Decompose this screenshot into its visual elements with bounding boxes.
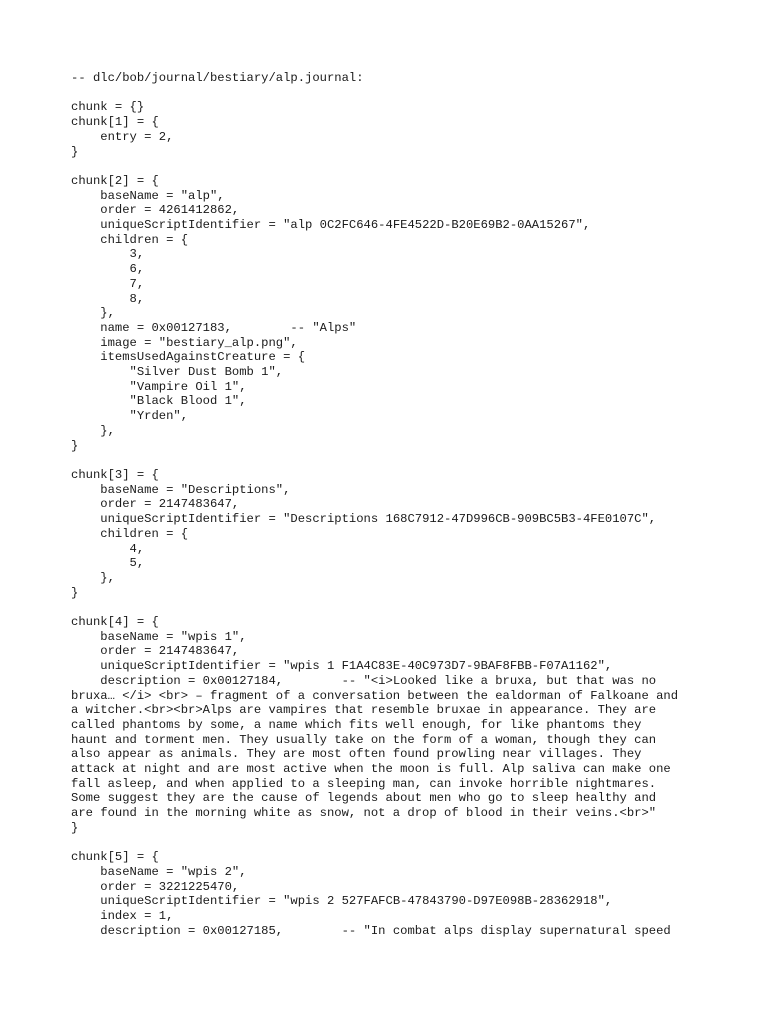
code-line [71, 159, 731, 174]
code-line: entry = 2, [71, 129, 174, 144]
code-line: description = 0x00127185, -- "In combat alps display supernatural speed [71, 923, 671, 938]
code-line: fall asleep, and when applied to a sleeping man, can invoke horrible nightmares. [71, 776, 657, 791]
code-line: uniqueScriptIdentifier = "wpis 1 F1A4C83E-40C973D7-9BAF8FBB-F07A1162", [71, 659, 613, 674]
code-line: uniqueScriptIdentifier = "wpis 2 527FAFCB-47843790-D97E098B-28362918", [71, 894, 613, 909]
code-listing [71, 71, 731, 938]
code-line: chunk[3] = { [71, 467, 159, 482]
code-line: order = 2147483647, [71, 497, 240, 512]
code-line [71, 836, 731, 851]
code-line: image = "bestiary_alp.png", [71, 335, 298, 350]
code-line: "Silver Dust Bomb 1", [71, 365, 284, 380]
code-line: called phantoms by some, a name which fits well enough, for like phantoms they [71, 717, 642, 732]
code-line: children = { [71, 526, 189, 541]
code-line: are found in the morning white as snow, not a drop of blood in their veins.<br>" [71, 806, 657, 821]
code-line: a witcher.<br><br>Alps are vampires that resemble bruxae in appearance. They are [71, 703, 657, 718]
code-line [71, 86, 731, 101]
code-line [71, 600, 731, 615]
code-line: "Black Blood 1", [71, 394, 247, 409]
code-line: "Vampire Oil 1", [71, 379, 247, 394]
code-line: }, [71, 306, 115, 321]
code-line: } [71, 438, 79, 453]
code-line: order = 3221225470, [71, 879, 240, 894]
code-line [71, 453, 731, 468]
code-line: baseName = "wpis 2", [71, 864, 247, 879]
code-line: 5, [71, 556, 145, 571]
code-line: order = 4261412862, [71, 203, 240, 218]
code-line: "Yrden", [71, 409, 189, 424]
code-line: attack at night and are most active when the moon is full. Alp saliva can make one [71, 762, 671, 777]
code-line: index = 1, [71, 909, 174, 924]
code-line: uniqueScriptIdentifier = "alp 0C2FC646-4FE4522D-B20E69B2-0AA15267", [71, 218, 591, 233]
code-line: 6, [71, 262, 145, 277]
code-line: name = 0x00127183, -- "Alps" [71, 320, 357, 335]
code-line: uniqueScriptIdentifier = "Descriptions 168C7912-47D996CB-909BC5B3-4FE0107C", [71, 512, 657, 527]
code-line: chunk[5] = { [71, 850, 159, 865]
code-line: } [71, 144, 79, 159]
code-line: children = { [71, 232, 189, 247]
code-line: itemsUsedAgainstCreature = { [71, 350, 306, 365]
code-line: 8, [71, 291, 145, 306]
code-line: baseName = "Descriptions", [71, 482, 291, 497]
code-line: baseName = "wpis 1", [71, 629, 247, 644]
code-line: }, [71, 423, 115, 438]
code-line: chunk = {} [71, 100, 145, 115]
code-line: -- dlc/bob/journal/bestiary/alp.journal: [71, 71, 364, 85]
code-line: } [71, 820, 79, 835]
code-line: description = 0x00127184, -- "<i>Looked like a bruxa, but that was no [71, 673, 657, 688]
code-line: haunt and torment men. They usually take on the form of a woman, though they can [71, 732, 657, 747]
code-line: bruxa… </i> <br> – fragment of a conversation between the ealdorman of Falkoane and [71, 688, 679, 703]
code-line: also appear as animals. They are most often found prowling near villages. They [71, 747, 642, 762]
code-line: } [71, 585, 79, 600]
code-line: Some suggest they are the cause of legends about men who go to sleep healthy and [71, 791, 657, 806]
code-line: chunk[1] = { [71, 115, 159, 130]
code-line: chunk[2] = { [71, 173, 159, 188]
code-line: 3, [71, 247, 145, 262]
code-line: }, [71, 570, 115, 585]
code-line: baseName = "alp", [71, 188, 225, 203]
code-line: 4, [71, 541, 145, 556]
code-line: chunk[4] = { [71, 615, 159, 630]
code-line: 7, [71, 276, 145, 291]
code-line: order = 2147483647, [71, 644, 240, 659]
